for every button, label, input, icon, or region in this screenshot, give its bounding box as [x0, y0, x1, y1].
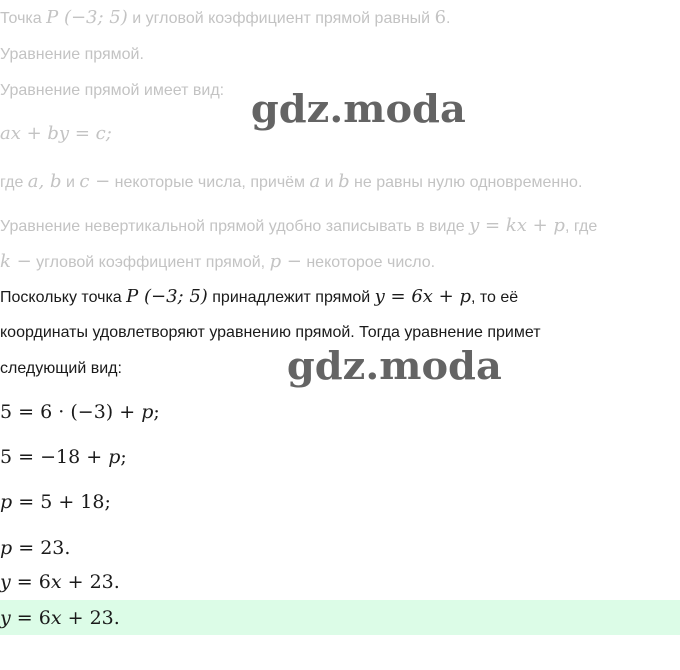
math-fragment: y = kx + p	[469, 215, 565, 236]
given-line-3: Уравнение прямой имеет вид:	[0, 82, 225, 99]
equation-text: p = 23.	[0, 537, 71, 559]
answer-text: y = 6x + 23.	[0, 607, 120, 629]
watermark-logo: gdz.moda	[250, 86, 466, 131]
text-fragment: Поскольку точка	[0, 289, 127, 306]
math-fragment: b	[338, 171, 350, 192]
math-fragment: a, b	[27, 171, 62, 192]
given-line-6	[0, 216, 597, 237]
text-fragment: Уравнение невертикальной прямой удобно записывать в виде	[0, 218, 470, 235]
text-fragment: угловой коэффициент прямой,	[31, 254, 270, 271]
equation-1	[0, 400, 160, 424]
equation-text: y = 6x + 23.	[0, 571, 120, 593]
equation-4	[0, 536, 70, 560]
watermark-logo: gdz.moda	[286, 343, 502, 388]
given-line-2: Уравнение прямой.	[0, 46, 144, 63]
solution-line-2: координаты удовлетворяют уравнению прямой. Тогда уравнение примет	[0, 324, 541, 341]
answer-equation	[0, 606, 120, 630]
text-fragment: некоторые числа, причём	[110, 174, 310, 191]
text-fragment: и угловой коэффициент прямой равный	[127, 10, 435, 27]
given-line-7	[0, 252, 435, 273]
given-line-1	[0, 8, 450, 29]
text-fragment: , то её	[470, 289, 519, 306]
text-fragment: , где	[564, 218, 598, 235]
point-expression: P (−3; 5)	[126, 286, 208, 307]
text-fragment: .	[446, 10, 451, 27]
text-fragment: принадлежит прямой	[207, 289, 375, 306]
equation-text: p = 5 + 18;	[0, 491, 111, 513]
text-fragment: Точка	[0, 10, 47, 27]
equation-5	[0, 570, 120, 594]
solution-line-3: следующий вид:	[0, 360, 122, 377]
equation-3	[0, 490, 111, 514]
line-equation: y = 6x + p	[374, 286, 471, 307]
math-fragment: p −	[269, 251, 302, 272]
slope-value: 6	[434, 7, 447, 28]
math-fragment: c −	[79, 171, 111, 192]
text-fragment: и	[320, 174, 339, 191]
equation-text: 5 = −18 + p;	[0, 446, 127, 468]
text-fragment: не равны нулю одновременно.	[349, 174, 583, 191]
equation-2	[0, 445, 127, 469]
math-fragment: k −	[0, 251, 32, 272]
math-fragment: a	[309, 171, 321, 192]
text-fragment: некоторое число.	[301, 254, 436, 271]
point-expression: P (−3; 5)	[46, 7, 128, 28]
text-fragment: где	[0, 174, 28, 191]
equation-text: 5 = 6 · (−3) + p;	[0, 401, 160, 423]
given-line-4-formula: ax + by = c;	[0, 123, 112, 144]
given-line-5	[0, 172, 582, 193]
text-fragment: и	[61, 174, 80, 191]
solution-line-1	[0, 287, 518, 308]
